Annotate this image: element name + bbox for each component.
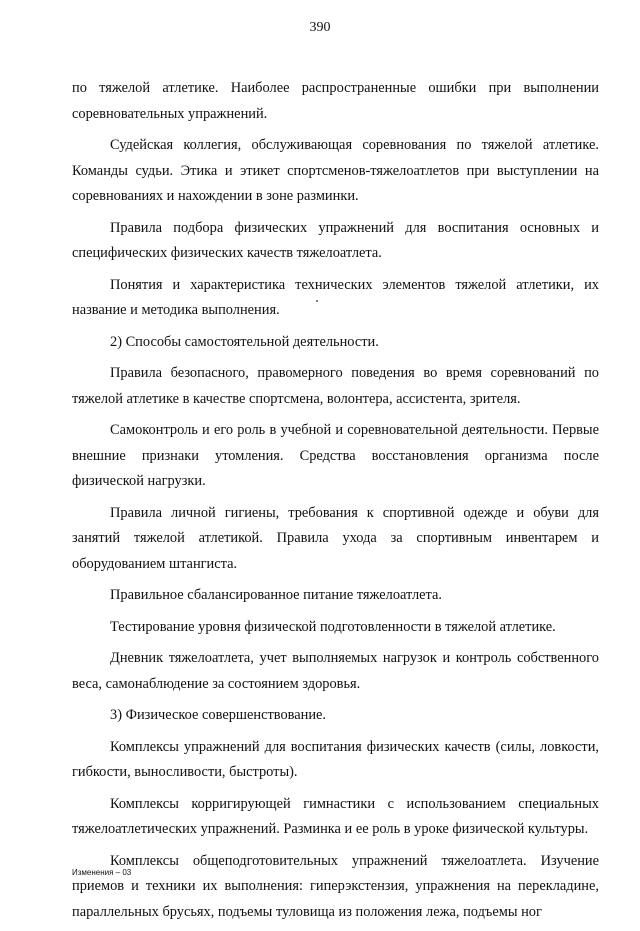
paragraph: Комплексы упражнений для воспитания физических качеств (силы, ловкости, гибкости, выносливости, быстроты). <box>72 738 599 780</box>
paragraph: Дневник тяжелоатлета, учет выполняемых нагрузок и контроль собственного веса, самонаблюдение за состоянием здоровья. <box>72 650 599 692</box>
paragraph: Судейская коллегия, обслуживающая соревнования по тяжелой атлетике. Команды судьи. Этика и этикет спортсменов-тяжелоатлетов при выступлении на соревнованиях и нахождении в зоне разминки. <box>72 137 599 204</box>
paragraph-continuation: по тяжелой атлетике. Наиболее распространенные ошибки при выполнении соревновательных упражнений. <box>72 80 599 122</box>
paragraph: Понятия и характеристика технических элементов тяжелой атлетики, их название и методика выполнения. <box>72 276 599 318</box>
section-heading: 3) Физическое совершенствование. <box>110 707 327 723</box>
paragraph: Правила подбора физических упражнений для воспитания основных и специфических физических качеств тяжелоатлета. <box>72 219 599 261</box>
footer-revision-note: Изменения – 03 <box>72 868 132 877</box>
section-heading: 2) Способы самостоятельной деятельности. <box>110 333 379 350</box>
page-number: 390 <box>309 20 331 35</box>
paragraph: Комплексы общеподготовительных упражнений тяжелоатлета. Изучение приемов и техники их выполнения: гиперэкстензия, упражнения на перекладине, параллельных брусьях, подъемы туловища из положения лежа, подъемы ног <box>72 852 599 920</box>
paragraph: Правила личной гигиены, требования к спортивной одежде и обуви для занятий тяжелой атлетикой. Правила ухода за спортивным инвентарем и оборудованием штангиста. <box>72 504 599 572</box>
document-body <box>72 76 599 931</box>
paragraph: Тестирование уровня физической подготовленности в тяжелой атлетике. <box>110 618 556 635</box>
paragraph: Правила безопасного, правомерного поведения во время соревнований по тяжелой атлетике в качестве спортсмена, волонтера, ассистента, зрителя. <box>72 365 599 407</box>
scan-speck <box>316 300 318 302</box>
paragraph: Комплексы корригирующей гимнастики с использованием специальных тяжелоатлетических упражнений. Разминка и ее роль в уроке физической культуры. <box>72 795 599 837</box>
paragraph: Правильное сбалансированное питание тяжелоатлета. <box>110 587 443 603</box>
paragraph: Самоконтроль и его роль в учебной и соревновательной деятельности. Первые внешние признаки утомления. Средства восстановления организма после физической нагрузки. <box>72 422 599 489</box>
